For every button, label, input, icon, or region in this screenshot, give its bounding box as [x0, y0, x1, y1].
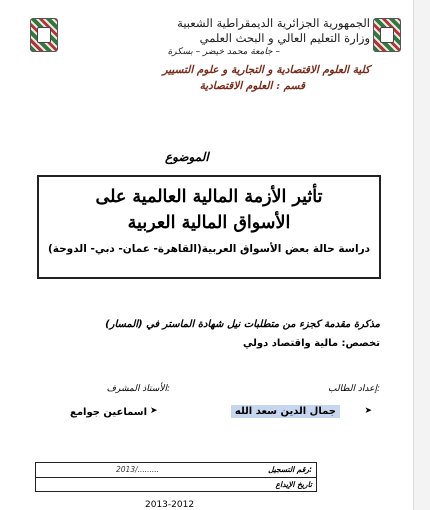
- supervisor-name: اسماعين جوامع: [70, 407, 148, 418]
- title-subtitle: دراسة حالة بعض الأسواق العربية(القاهرة- عمان- دبي- الدوحة): [47, 243, 371, 255]
- department-header: قسم : العلوم الاقتصادية: [199, 80, 305, 92]
- deposit-date-label: تاريخ الإيداع: [275, 480, 312, 489]
- supervisor-bullet-icon: ➤: [150, 406, 158, 416]
- university-logo-right: [373, 18, 401, 52]
- title-line-1: تأثير الأزمة المالية العالمية على: [95, 187, 323, 207]
- student-label: إعداد الطالب:: [328, 384, 380, 394]
- registration-number-value: 2013/.........: [116, 465, 160, 474]
- academic-year: 2013-2012: [145, 500, 195, 510]
- student-bullet-icon: ➤: [364, 406, 372, 416]
- subject-label: الموضوع: [165, 150, 209, 164]
- university-logo-left: [30, 18, 58, 52]
- republic-header: الجمهورية الجزائرية الديمقراطية الشعبية: [177, 16, 370, 30]
- registration-number-label: رقم التسجيل:: [268, 465, 312, 474]
- page-edge: [413, 0, 430, 510]
- title-box: [37, 175, 381, 279]
- title-line-2: الأسواق المالية العربية: [127, 213, 291, 233]
- specialization-text: تخصص: مالية واقتصاد دولي: [243, 338, 380, 349]
- memo-text: مذكرة مقدمة كجزء من متطلبات نيل شهادة الماستر في (المسار): [105, 319, 380, 330]
- student-name[interactable]: جمال الدين سعد الله: [231, 405, 340, 418]
- registration-box: [35, 462, 317, 492]
- university-header: جامعة محمد خيضر – بسكرة –: [167, 47, 280, 57]
- ministry-header: وزارة التعليم العالي و البحث العلمي: [199, 31, 370, 45]
- faculty-header: كلية العلوم الاقتصادية و التجارية و علوم التسيير: [162, 64, 370, 76]
- supervisor-label: الأستاذ المشرف:: [106, 384, 170, 394]
- registration-divider: [36, 477, 316, 478]
